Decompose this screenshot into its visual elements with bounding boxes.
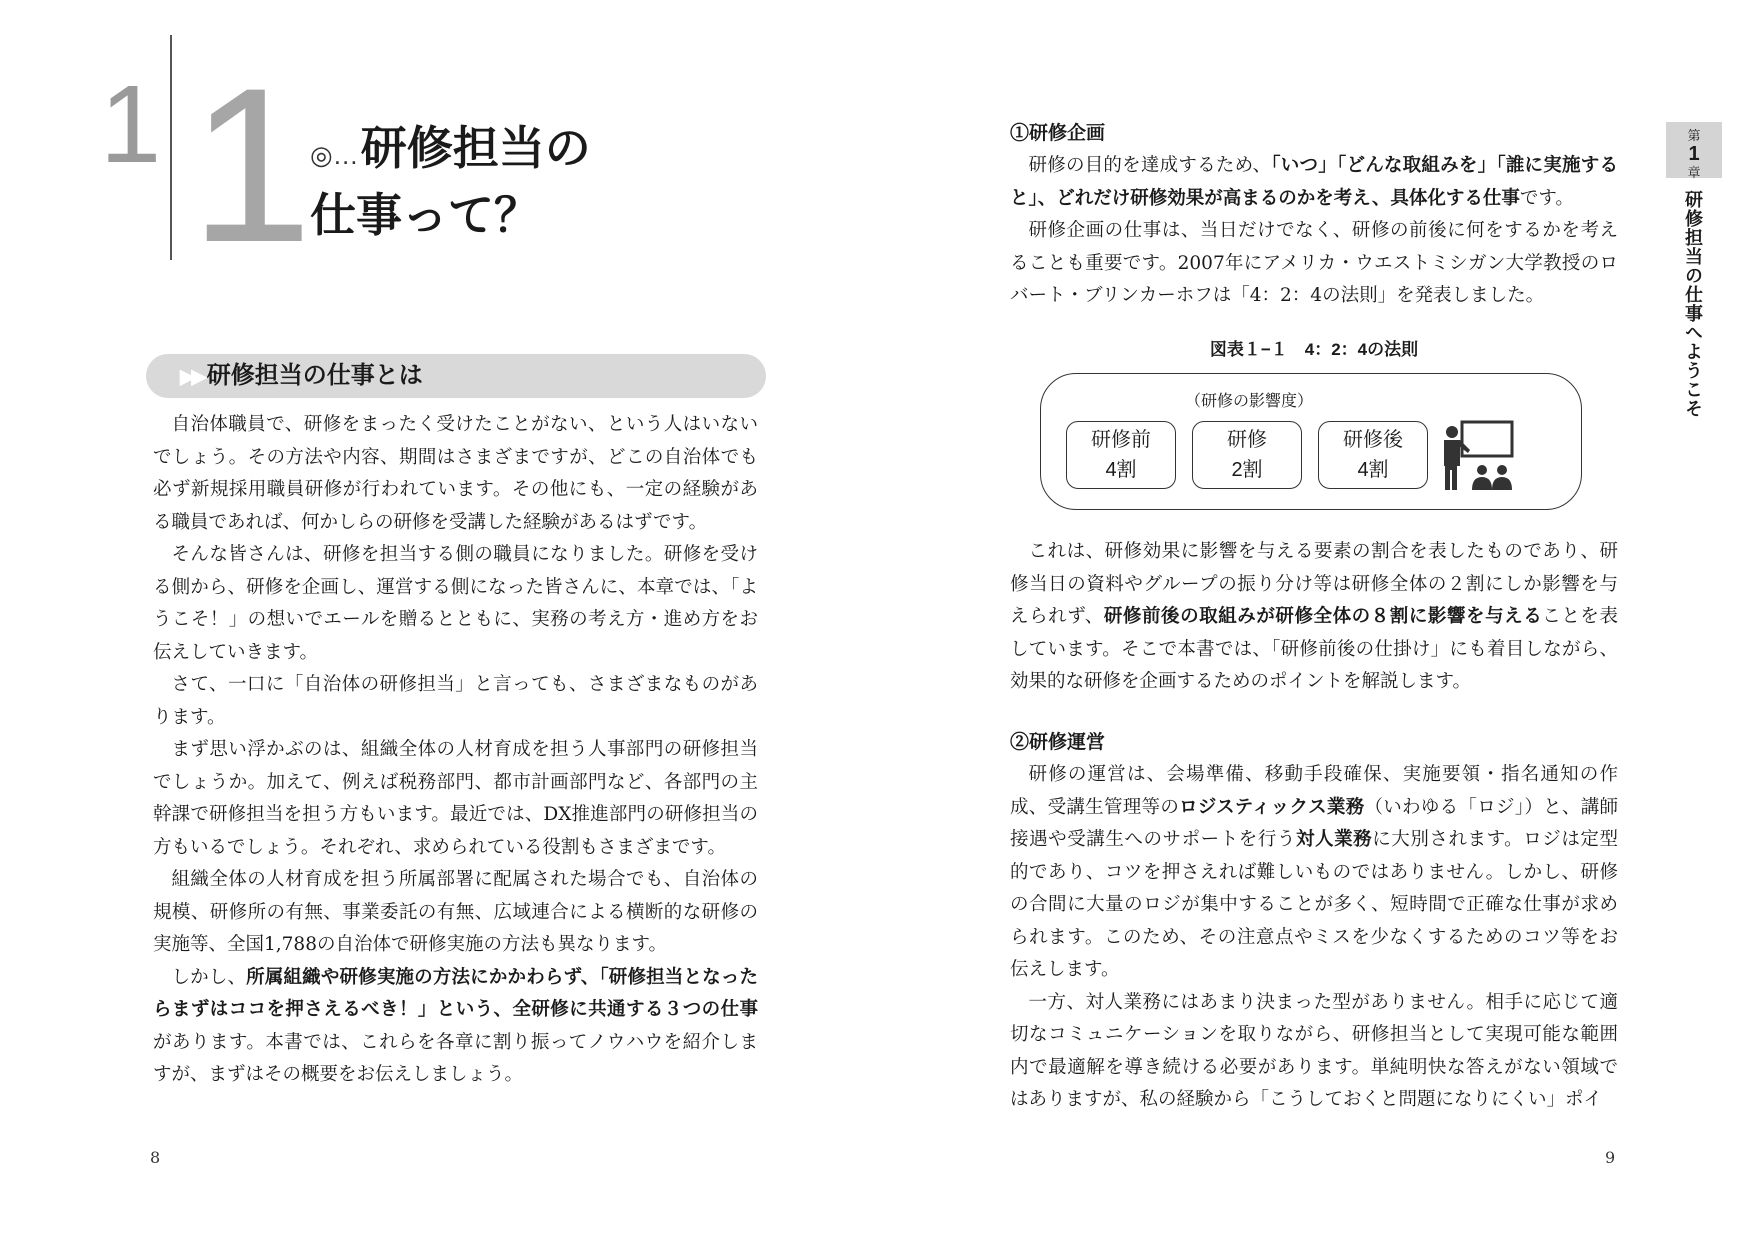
right-paragraph-3 (1010, 536, 1618, 699)
bold-span: ロジスティックス業務 (1179, 796, 1365, 818)
figure-item-value: 4割 (1357, 459, 1389, 481)
title-mark: ◎… (310, 140, 359, 170)
text-span: に大別されます。ロジは定型的であり、コツを押さえれば難しいものではありません。しかし、研修の合間に大量のロジが集中することが多く、短時間で正確な仕事が求められます。このため、その注意点やミスを少なくするためのコツ等をお伝えします。 (1010, 829, 1618, 980)
left-paragraph-2: そんな皆さんは、研修を担当する側の職員になりました。研修を受ける側から、研修を企画し、運営する側になった皆さんに、本章では、「ようこそ！」の想いでエールを贈るとともに、実務の考え方・進め方をお伝えしていきます。 (153, 544, 758, 663)
left-paragraph-6 (153, 962, 758, 1092)
page-number-left: 8 (150, 1148, 161, 1167)
title-line-1: 研修担当の (360, 122, 591, 174)
left-paragraph-4: まず思い浮かぶのは、組織全体の人材育成を担う人事部門の研修担当でしょうか。加えて、例えば税務部門、都市計画部門など、各部門の主幹課で研修担当を担う方もいます。最近では、DX推進部門の研修担当の方もいるでしょう。それぞれ、求められている役割もさまざまです。 (153, 739, 758, 858)
section-number-small: 1 (100, 63, 162, 186)
chapter-title-vertical: 研修担当の仕事へようこそ (1683, 190, 1703, 418)
figure-item-label: 研修前 (1091, 429, 1151, 451)
section-heading (180, 359, 423, 394)
presenter-icon (1440, 420, 1516, 492)
figure-item-label: 研修 (1227, 429, 1267, 451)
left-body (153, 409, 758, 1092)
bold-span: 対人業務 (1295, 829, 1373, 850)
right-body-top (1010, 118, 1618, 313)
text-span: があります。本書では、これらを各章に割り振ってノウハウを紹介しますが、まずはその概要をお伝えしましょう。 (153, 1031, 758, 1085)
heading-planning: ①研修企画 (1010, 123, 1106, 144)
chapter-number: 1 (1688, 143, 1700, 165)
right-body-bottom (1010, 727, 1618, 1117)
figure-caption: （研修の影響度） (1185, 393, 1314, 410)
title-line-2: 仕事って？ (310, 189, 540, 241)
double-triangle-icon: ▶▶ (180, 366, 203, 388)
chapter-tab-label (1670, 128, 1718, 180)
figure-title: 図表１−１ 4：2：4の法則 (1209, 340, 1419, 359)
chapter-suffix: 章 (1687, 165, 1701, 180)
title-divider (170, 35, 172, 260)
right-paragraph-2: 研修企画の仕事は、当日だけでなく、研修の前後に何をするかを考えることも重要です。2007年にアメリカ・ウエストミシガン大学教授のロバート・ブリンカーホフは「4：2：4の法則」を発表しました。 (1010, 220, 1618, 306)
left-paragraph-5: 組織全体の人材育成を担う所属部署に配属された場合でも、自治体の規模、研修所の有無、事業委託の有無、広域連合による横断的な研修の実施等、全国1,788の自治体で研修実施の方法も異なります。 (153, 869, 758, 955)
left-paragraph-3: さて、一口に「自治体の研修担当」と言っても、さまざまなものがあります。 (153, 674, 758, 728)
text-span: です。 (1519, 187, 1574, 209)
text-span: 研修の目的を達成するため、 (1028, 155, 1272, 176)
chapter-prefix: 第 (1687, 128, 1701, 143)
right-paragraph-1 (1010, 150, 1618, 215)
heading-operation: ②研修運営 (1010, 732, 1106, 753)
section-number-big: 1 (190, 42, 313, 288)
text-span: （いわゆる「ロジ」）と、講師接遇や受講生へのサポートを行う (1010, 796, 1618, 850)
bold-span: 「いつ」「どんな取組みを」「誰に実施すると」、どれだけ研修効果が高まるのかを考え、具体化する仕事 (1010, 155, 1618, 209)
right-paragraph-5: 一方、対人業務にはあまり決まった型がありません。相手に応じて適切なコミュニケーションを取りながら、研修担当として実現可能な範囲内で最適解を導き続ける必要があります。単純明快な答えがない領域ではありますが、私の経験から「こうしておくと問題になりにくい」ポイ (1010, 991, 1618, 1110)
bold-span: 所属組織や研修実施の方法にかかわらず、「研修担当となったらまずはココを押さえるべき！」という、全研修に共通する３つの仕事 (153, 966, 758, 1020)
figure-item-value: 2割 (1231, 459, 1263, 481)
right-paragraph-4 (1010, 759, 1618, 987)
figure-item-before (1066, 421, 1176, 489)
page-number-right: 9 (1605, 1148, 1616, 1167)
text-span: 研修の運営は、会場準備、移動手段確保、実施要領・指名通知の作成、受講生管理等の (1010, 764, 1618, 818)
figure-item-after (1318, 421, 1428, 489)
bold-span: 研修前後の取組みが研修全体の８割に影響を与える (1103, 606, 1543, 627)
text-span: ことを表しています。そこで本書では、「研修前後の仕掛け」にも着目しながら、効果的な研修を企画するためのポイントを解説します。 (1010, 606, 1618, 692)
section-heading-text: 研修担当の仕事とは (206, 362, 423, 389)
text-span: しかし、 (171, 966, 247, 988)
figure-item-during (1192, 421, 1302, 489)
page-title (310, 118, 591, 245)
left-paragraph-1: 自治体職員で、研修をまったく受けたことがない、という人はいないでしょう。その方法や内容、期間はさまざまですが、どこの自治体でも必ず新規採用職員研修が行われています。その他にも、一定の経験がある職員であれば、何かしらの研修を受講した経験があるはずです。 (153, 414, 758, 533)
figure-item-label: 研修後 (1343, 429, 1403, 451)
figure-item-value: 4割 (1105, 459, 1137, 481)
right-body-mid (1010, 536, 1618, 699)
text-span: これは、研修効果に影響を与える要素の割合を表したものであり、研修当日の資料やグループの振り分け等は研修全体の２割にしか影響を与えられず、 (1010, 541, 1618, 627)
